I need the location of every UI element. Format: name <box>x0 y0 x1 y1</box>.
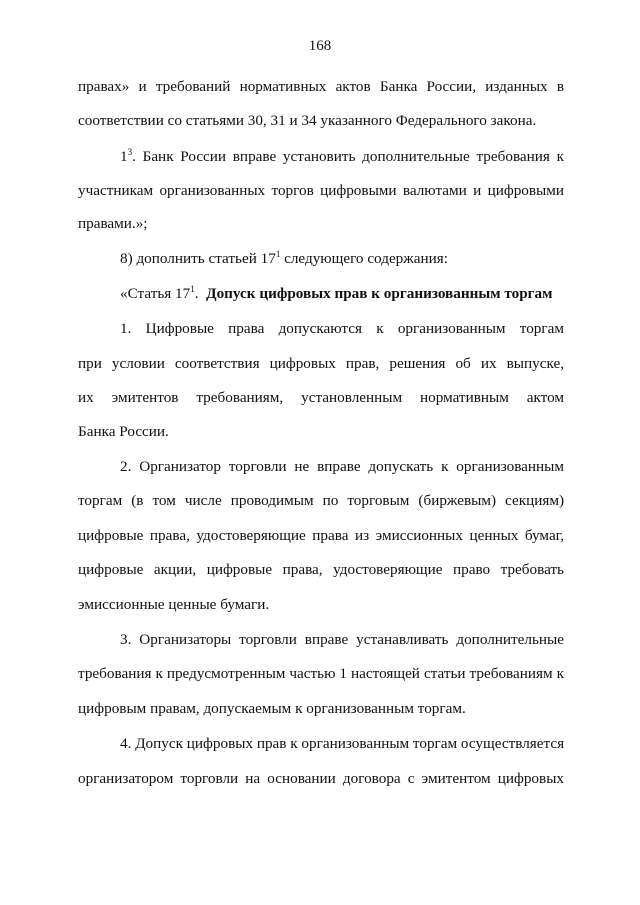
text-line <box>120 250 564 268</box>
article-title: Допуск цифровых прав к организованным торгам <box>206 285 553 302</box>
text-line: цифровые права, удостоверяющие права из эмиссионных ценных бумаг, <box>78 527 564 544</box>
text-line: правах» и требований нормативных актов Банка России, изданных в <box>78 78 564 95</box>
text-line: правами.»; <box>78 215 148 232</box>
text-line: 2. Организатор торговли не вправе допускать к организованным <box>120 458 564 475</box>
text-line <box>120 148 564 166</box>
text-line: участникам организованных торгов цифровыми валютами и цифровыми <box>78 182 564 199</box>
text-line: 3. Организаторы торговли вправе устанавливать дополнительные <box>120 631 564 648</box>
superscript: 3 <box>127 147 133 157</box>
text-line: их эмитентов требованиям, установленным нормативным актом <box>78 389 564 406</box>
text-line: 4. Допуск цифровых прав к организованным торгам осуществляется <box>120 735 565 752</box>
text-fragment: 1 <box>120 148 128 165</box>
text-line: торгам (в том числе проводимым по торговым (биржевым) секциям) <box>78 492 564 509</box>
text-line: Банка России. <box>78 423 169 440</box>
text-fragment: 8) дополнить статьей 17 <box>120 250 276 267</box>
text-line: при условии соответствия цифровых прав, решения об их выпуске, <box>78 355 564 372</box>
text-line: цифровые акции, цифровые права, удостоверяющие право требовать <box>78 561 564 578</box>
superscript: 1 <box>190 284 195 294</box>
text-fragment: . <box>194 285 199 302</box>
text-line: соответствии со статьями 30, 31 и 34 указанного Федерального закона. <box>78 112 537 129</box>
superscript: 1 <box>275 249 281 259</box>
article-heading <box>120 285 564 303</box>
text-fragment: следующего содержания: <box>280 250 448 267</box>
text-line: 1. Цифровые права допускаются к организованным торгам <box>120 320 564 337</box>
text-fragment: «Статья 17 <box>120 285 191 302</box>
page-number: 168 <box>308 38 332 54</box>
text-line: организатором торговли на основании договора с эмитентом цифровых <box>78 770 564 787</box>
text-fragment: . Банк России вправе установить дополнительные требования к <box>132 148 564 165</box>
text-line: требования к предусмотренным частью 1 настоящей статьи требованиям к <box>78 665 564 682</box>
text-line: эмиссионные ценные бумаги. <box>78 596 270 613</box>
text-line: цифровым правам, допускаемым к организованным торгам. <box>78 700 466 717</box>
